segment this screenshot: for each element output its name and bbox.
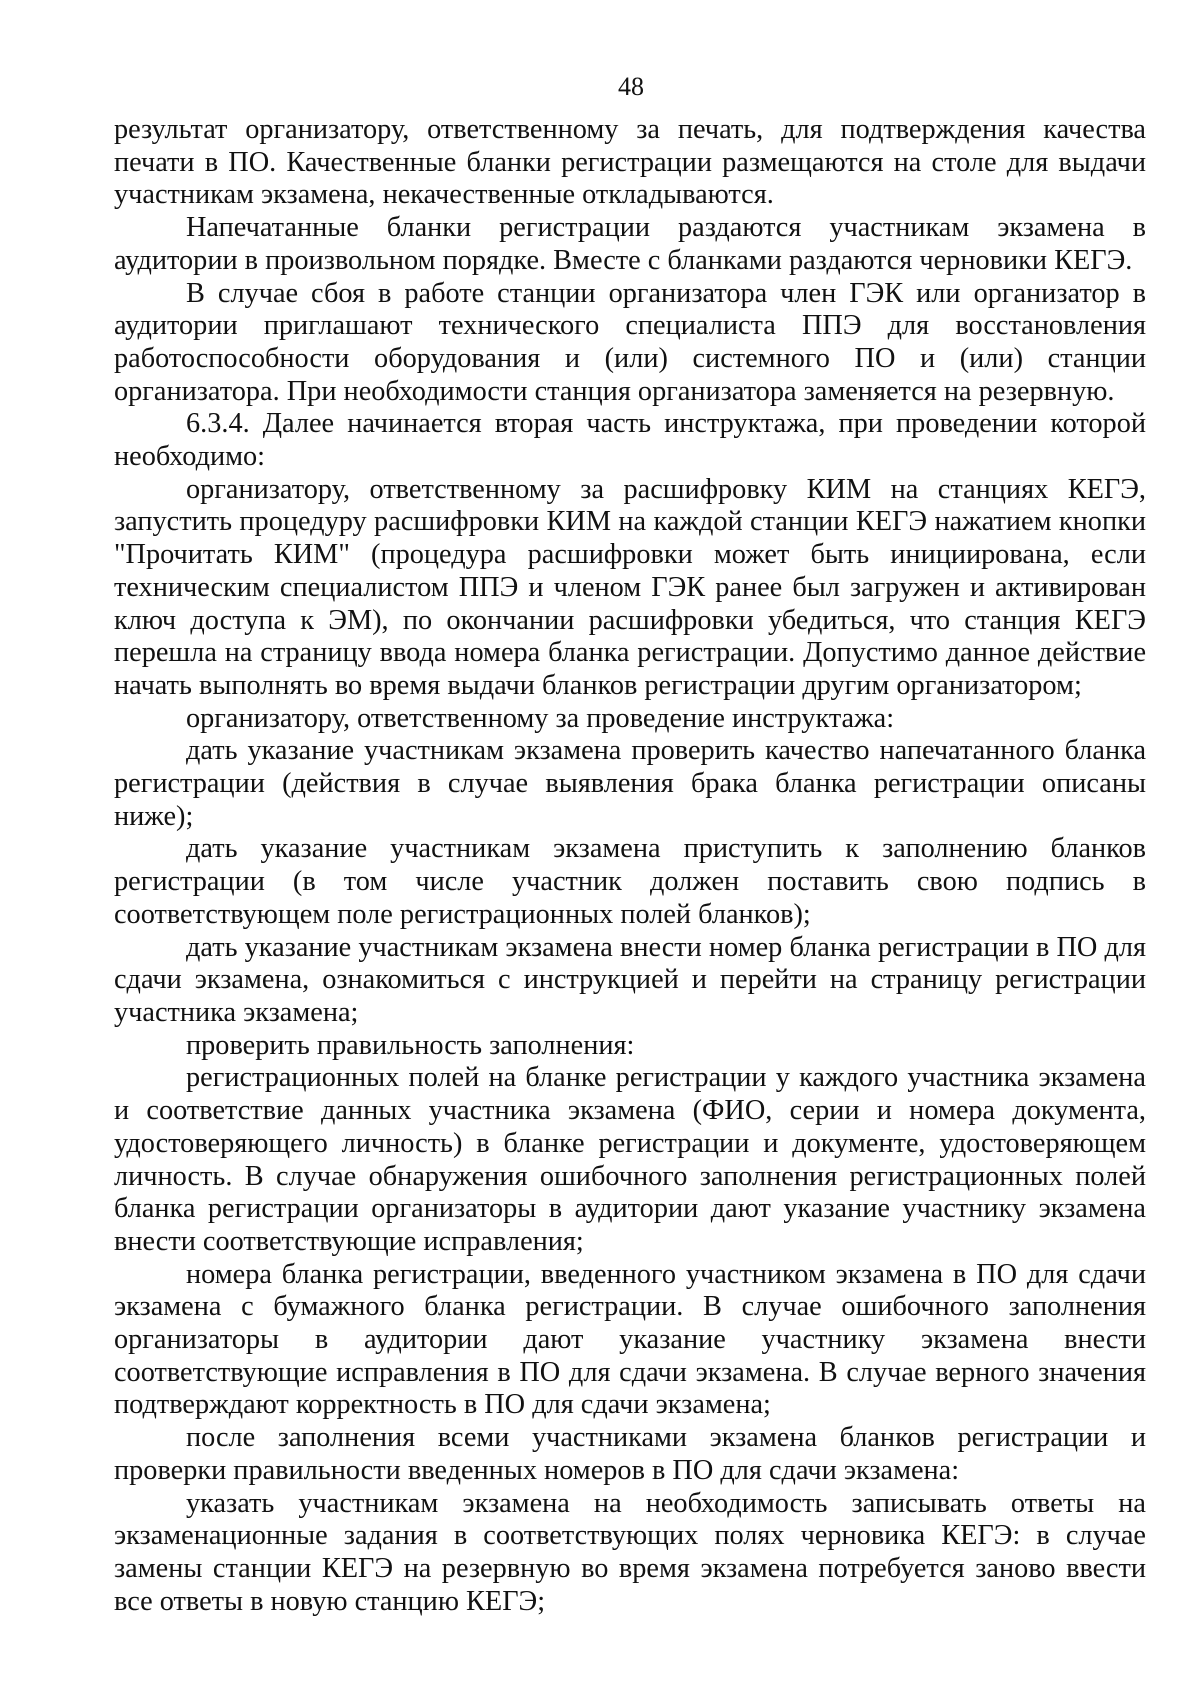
- paragraph: результат организатору, ответственному за печать, для подтверждения качества печати в ПО. Качественные бланки регистрации размещаются на столе для выдачи участникам экзамена, некачественные откладываются.: [114, 114, 1146, 211]
- paragraph: проверить правильность заполнения:: [186, 1029, 635, 1061]
- page-number: 48: [618, 72, 644, 101]
- document-body: [114, 114, 1146, 1618]
- paragraph: дать указание участникам экзамена проверить качество напечатанного бланка регистрации (действия в случае выявления брака бланка регистрации описаны ниже);: [114, 735, 1146, 832]
- paragraph: указать участникам экзамена на необходимость записывать ответы на экзаменационные задания в соответствующих полях черновика КЕГЭ: в случае замены станции КЕГЭ на резервную во время экзамена потребуется заново ввести все ответы в новую станцию КЕГЭ;: [114, 1487, 1146, 1617]
- paragraph: после заполнения всеми участниками экзамена бланков регистрации и проверки правильности введенных номеров в ПО для сдачи экзамена:: [114, 1422, 1146, 1486]
- paragraph: номера бланка регистрации, введенного участником экзамена в ПО для сдачи экзамена с бумажного бланка регистрации. В случае ошибочного заполнения организаторы в аудитории дают указание участнику экзамена внести соответствующие исправления в ПО для сдачи экзамена. В случае верного значения подтверждают корректность в ПО для сдачи экзамена;: [114, 1258, 1146, 1421]
- paragraph: дать указание участникам экзамена внести номер бланка регистрации в ПО для сдачи экзамена, ознакомиться с инструкцией и перейти на страницу регистрации участника экзамена;: [114, 931, 1146, 1028]
- paragraph: организатору, ответственному за расшифровку КИМ на станциях КЕГЭ, запустить процедуру расшифровки КИМ на каждой станции КЕГЭ нажатием кнопки "Прочитать КИМ" (процедура расшифровки может быть инициирована, если техническим специалистом ППЭ и членом ГЭК ранее был загружен и активирован ключ доступа к ЭМ), по окончании расшифровки убедиться, что станция КЕГЭ перешла на страницу ввода номера бланка регистрации. Допустимо данное действие начать выполнять во время выдачи бланков регистрации другим организатором;: [114, 473, 1146, 701]
- paragraph: организатору, ответственному за проведение инструктажа:: [186, 702, 895, 734]
- paragraph: В случае сбоя в работе станции организатора член ГЭК или организатор в аудитории приглашают технического специалиста ППЭ для восстановления работоспособности оборудования и (или) системного ПО и (или) станции организатора. При необходимости станция организатора заменяется на резервную.: [114, 277, 1146, 407]
- section-paragraph: 6.3.4. Далее начинается вторая часть инструктажа, при проведении которой необходимо:: [114, 408, 1146, 473]
- paragraph: регистрационных полей на бланке регистрации у каждого участника экзамена и соответствие данных участника экзамена (ФИО, серии и номера документа, удостоверяющего личность) в бланке регистрации и документе, удостоверяющем личность. В случае обнаружения ошибочного заполнения регистрационных полей бланка регистрации организаторы в аудитории дают указание участнику экзамена внести соответствующие исправления;: [114, 1062, 1146, 1257]
- paragraph: дать указание участникам экзамена приступить к заполнению бланков регистрации (в том числе участник должен поставить свою подпись в соответствующем поле регистрационных полей бланков);: [114, 833, 1146, 930]
- paragraph: Напечатанные бланки регистрации раздаются участникам экзамена в аудитории в произвольном порядке. Вместе с бланками раздаются черновики КЕГЭ.: [114, 212, 1146, 276]
